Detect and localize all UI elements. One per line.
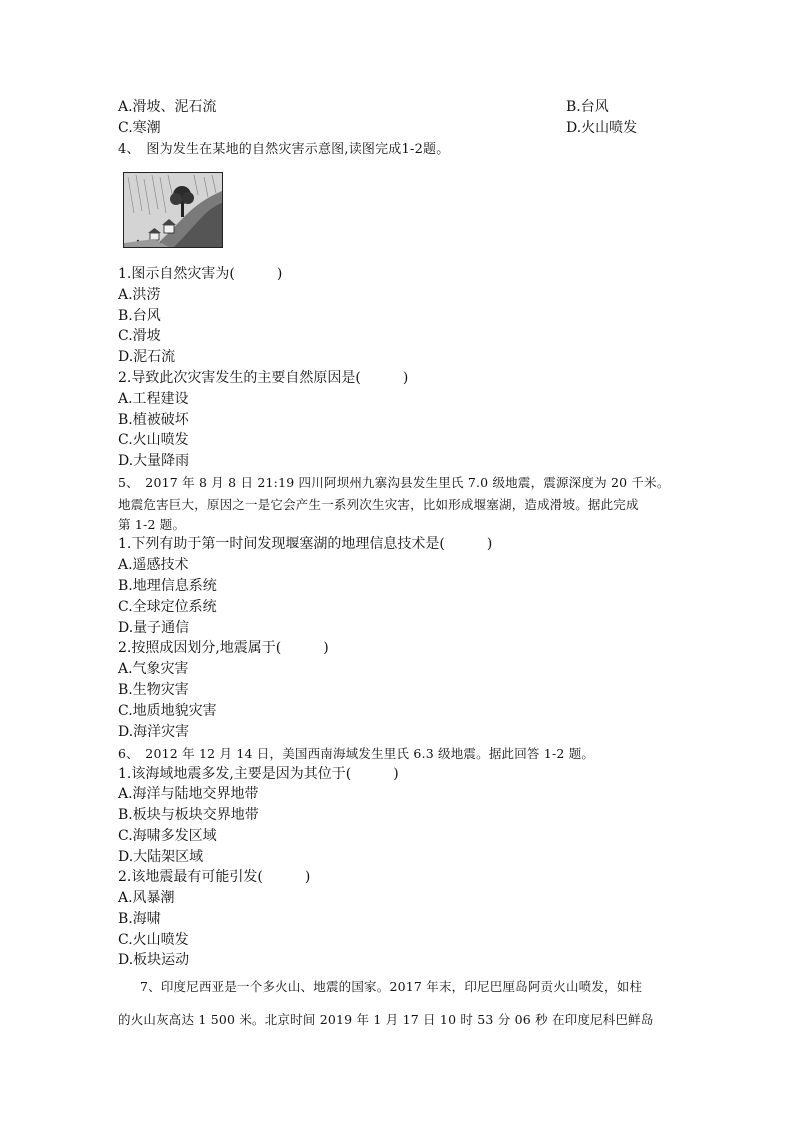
- q4-sub1-stem: 1.图示自然灾害为( ): [118, 266, 283, 282]
- q6-sub2-option: C.火山喷发: [118, 932, 189, 948]
- q5-sub1-stem: 1.下列有助于第一时间发现堰塞湖的地理信息技术是( ): [118, 536, 493, 552]
- q5-sub2-option: A.气象灾害: [118, 661, 189, 677]
- q7-line1: 7、印度尼西亚是一个多火山、地震的国家。2017 年末，印尼巴厘岛阿贡火山喷发，如柱: [140, 979, 643, 994]
- q4-sub1-option: B.台风: [118, 308, 161, 324]
- option-d: D.火山喷发: [566, 120, 638, 136]
- q5-stem-line3: 第 1-2 题。: [118, 517, 186, 532]
- q4-stem: 4、 图为发生在某地的自然灾害示意图,读图完成1-2题。: [118, 142, 450, 157]
- q5-stem-line2: 地震危害巨大，原因之一是它会产生一系列次生灾害，比如形成堰塞湖，造成滑坡。据此完成: [118, 497, 639, 512]
- q6-sub2-option: A.风暴潮: [118, 890, 175, 906]
- option-a: A.滑坡、泥石流: [118, 99, 217, 115]
- q4-sub1-option: A.洪涝: [118, 287, 161, 303]
- q5-sub1-option: C.全球定位系统: [118, 599, 217, 615]
- q5-sub2-option: C.地质地貌灾害: [118, 703, 217, 719]
- landslide-figure: [123, 172, 223, 248]
- q6-sub1-option: D.大陆架区域: [118, 849, 204, 865]
- q4-sub1-option: D.泥石流: [118, 349, 176, 365]
- q6-sub1-stem: 1.该海域地震多发,主要是因为其位于( ): [118, 766, 399, 782]
- q7-line2: 的火山灰高达 1 500 米。北京时间 2019 年 1 月 17 日 10 时 53 分 06 秒 在印度尼科巴鲜岛: [118, 1012, 654, 1027]
- q5-sub1-option: A.遥感技术: [118, 557, 189, 573]
- q6-sub2-option: D.板块运动: [118, 952, 190, 968]
- q4-sub2-option: A.工程建设: [118, 391, 189, 407]
- q6-sub2-stem: 2.该地震最有可能引发( ): [118, 869, 311, 885]
- q5-sub2-stem: 2.按照成因划分,地震属于( ): [118, 640, 329, 656]
- q5-stem-line1: 5、 2017 年 8 月 8 日 21:19 四川阿坝州九寨沟县发生里氏 7.0 级地震，震源深度为 20 千米。: [118, 475, 670, 490]
- landslide-illustration-icon: [124, 173, 222, 247]
- option-b: B.台风: [566, 99, 609, 115]
- q6-sub2-option: B.海啸: [118, 911, 161, 927]
- q4-sub1-option: C.滑坡: [118, 328, 161, 344]
- q5-sub2-option: D.海洋灾害: [118, 724, 190, 740]
- q4-sub2-option: C.火山喷发: [118, 432, 189, 448]
- q6-sub1-option: B.板块与板块交界地带: [118, 807, 259, 823]
- q6-sub1-option: A.海洋与陆地交界地带: [118, 786, 259, 802]
- q5-sub2-option: B.生物灾害: [118, 682, 189, 698]
- q6-stem: 6、 2012 年 12 月 14 日，美国西南海域发生里氏 6.3 级地震。据此回答 1-2 题。: [118, 746, 595, 761]
- q4-sub2-stem: 2.导致此次灾害发生的主要自然原因是( ): [118, 370, 409, 386]
- q6-sub1-option: C.海啸多发区域: [118, 828, 217, 844]
- q5-sub1-option: D.量子通信: [118, 620, 190, 636]
- q4-sub2-option: B.植被破坏: [118, 412, 189, 428]
- q4-sub2-option: D.大量降雨: [118, 453, 190, 469]
- q5-sub1-option: B.地理信息系统: [118, 578, 217, 594]
- option-c: C.寒潮: [118, 120, 161, 136]
